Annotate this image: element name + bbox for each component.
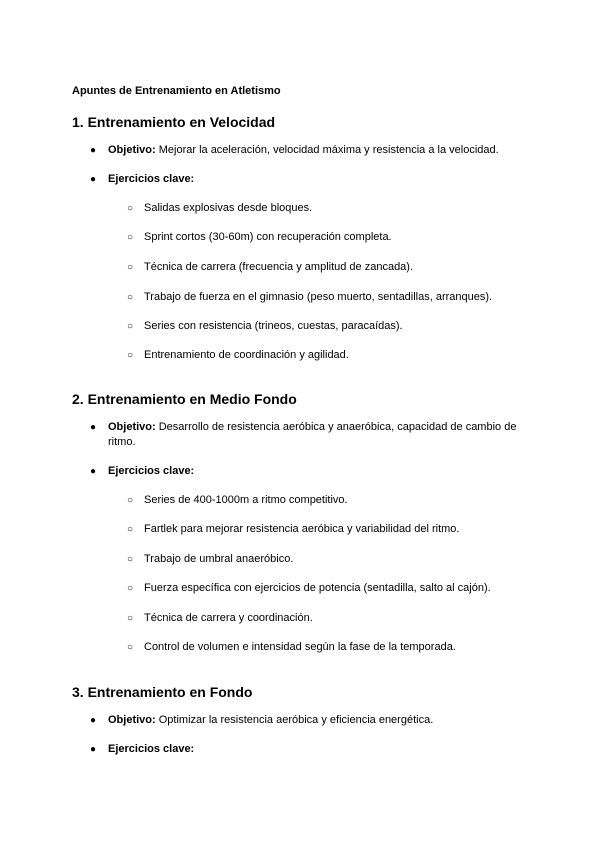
exercise-item (127, 230, 527, 245)
bullet-icon: ● (90, 466, 97, 477)
objective-item (90, 143, 530, 158)
exercise-item (127, 290, 527, 305)
objective-label: Objetivo: (108, 144, 156, 156)
exercise-item (127, 581, 527, 596)
exercise-item (127, 201, 527, 216)
exercises-item (90, 464, 530, 479)
exercises-item (90, 742, 530, 757)
objective-text: Desarrollo de resistencia aeróbica y anaeróbica, capacidad de cambio de ritmo. (108, 421, 517, 448)
objective-item (90, 713, 530, 728)
sub-bullet-icon: ○ (127, 642, 134, 653)
objective-item (90, 420, 530, 450)
exercises-label: Ejercicios clave: (108, 173, 195, 185)
bullet-icon: ● (90, 174, 97, 185)
sub-bullet-icon: ○ (127, 350, 134, 361)
exercise-item (127, 348, 527, 363)
bullet-icon: ● (90, 744, 97, 755)
exercise-item (127, 552, 527, 567)
exercise-text: Técnica de carrera y coordinación. (144, 612, 313, 624)
sub-bullet-icon: ○ (127, 554, 134, 565)
exercise-text: Técnica de carrera (frecuencia y amplitud de zancada). (144, 261, 414, 273)
sub-bullet-icon: ○ (127, 262, 134, 273)
exercise-item (127, 260, 527, 275)
exercise-item (127, 319, 527, 334)
exercise-text: Fartlek para mejorar resistencia aeróbica y variabilidad del ritmo. (144, 523, 460, 535)
exercise-text: Sprint cortos (30-60m) con recuperación completa. (144, 231, 392, 243)
exercise-text: Fuerza específica con ejercicios de potencia (sentadilla, salto al cajón). (144, 582, 491, 594)
exercise-text: Salidas explosivas desde bloques. (144, 202, 313, 214)
bullet-icon: ● (90, 715, 97, 726)
exercise-item (127, 640, 527, 655)
sub-bullet-icon: ○ (127, 524, 134, 535)
sub-bullet-icon: ○ (127, 613, 134, 624)
bullet-icon: ● (90, 422, 97, 433)
objective-text: Mejorar la aceleración, velocidad máxima y resistencia a la velocidad. (158, 144, 499, 156)
section-heading-medio-fondo: 2. Entrenamiento en Medio Fondo (72, 391, 297, 407)
document-title: Apuntes de Entrenamiento en Atletismo (72, 85, 281, 97)
section-heading-velocidad: 1. Entrenamiento en Velocidad (72, 114, 276, 130)
sub-bullet-icon: ○ (127, 203, 134, 214)
bullet-icon: ● (90, 145, 97, 156)
exercise-text: Trabajo de umbral anaeróbico. (144, 553, 294, 565)
sub-bullet-icon: ○ (127, 495, 134, 506)
objective-text: Optimizar la resistencia aeróbica y eficiencia energética. (158, 714, 434, 726)
section-heading-fondo: 3. Entrenamiento en Fondo (72, 684, 253, 700)
sub-bullet-icon: ○ (127, 583, 134, 594)
exercise-item (127, 493, 527, 508)
objective-label: Objetivo: (108, 421, 156, 433)
exercises-label: Ejercicios clave: (108, 465, 195, 477)
exercise-text: Control de volumen e intensidad según la fase de la temporada. (144, 641, 456, 653)
exercise-text: Series de 400-1000m a ritmo competitivo. (144, 494, 348, 506)
exercise-text: Entrenamiento de coordinación y agilidad. (144, 349, 349, 361)
exercise-text: Trabajo de fuerza en el gimnasio (peso muerto, sentadillas, arranques). (144, 291, 493, 303)
objective-label: Objetivo: (108, 714, 156, 726)
exercise-text: Series con resistencia (trineos, cuestas, paracaídas). (144, 320, 403, 332)
sub-bullet-icon: ○ (127, 292, 134, 303)
exercise-item (127, 611, 527, 626)
sub-bullet-icon: ○ (127, 321, 134, 332)
exercises-label: Ejercicios clave: (108, 743, 195, 755)
sub-bullet-icon: ○ (127, 232, 134, 243)
exercise-item (127, 522, 527, 537)
exercises-item (90, 172, 530, 187)
